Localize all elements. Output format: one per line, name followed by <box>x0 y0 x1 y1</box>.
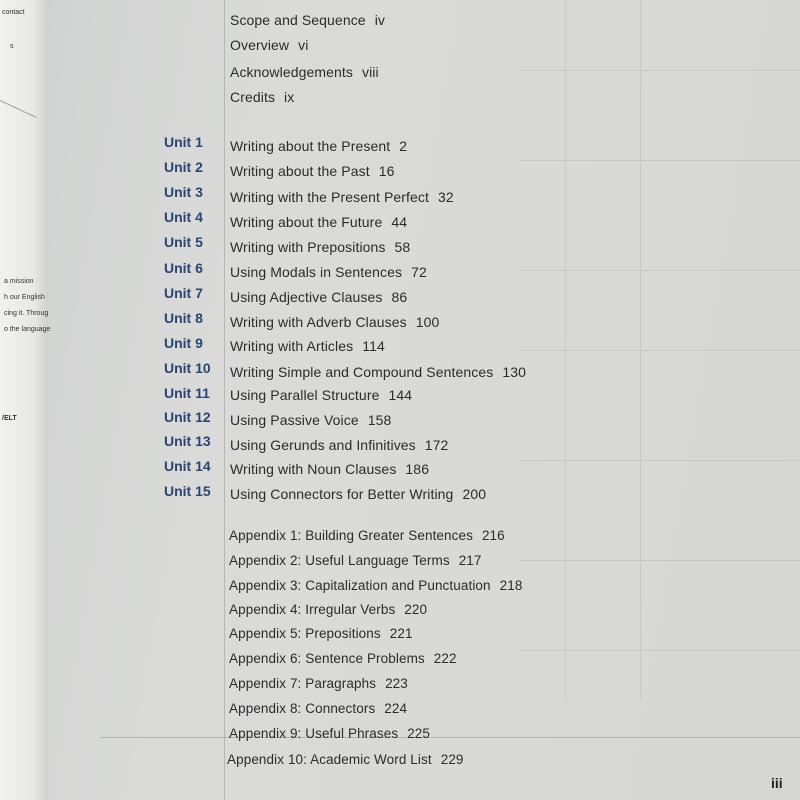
entry-title: Writing with Articles <box>230 338 354 354</box>
entry-page: 172 <box>424 437 449 453</box>
entry-title: Writing with the Present Perfect <box>230 189 430 205</box>
entry-title: Using Parallel Structure <box>230 387 380 403</box>
entry-page: 86 <box>391 289 408 305</box>
entry-page: vi <box>298 37 309 53</box>
entry-page: 58 <box>394 239 411 255</box>
entry-page: 220 <box>404 602 428 617</box>
entry-title: Scope and Sequence <box>230 12 366 28</box>
entry-page: 200 <box>462 486 487 502</box>
entry-page: 218 <box>499 578 523 593</box>
entry-title: Writing with Prepositions <box>230 239 386 255</box>
margin-fragment: cing it. Throug <box>4 310 49 317</box>
entry-title: Writing with Adverb Clauses <box>230 314 407 330</box>
entry-page: 100 <box>415 314 440 330</box>
entry-title: Writing about the Present <box>230 138 391 154</box>
entry-page: 72 <box>411 264 427 280</box>
toc-unit-entry[interactable] <box>230 364 526 380</box>
toc-unit-entry[interactable] <box>230 461 429 477</box>
toc-appendix-entry[interactable] <box>229 602 427 617</box>
unit-label: Unit 8 <box>164 310 203 326</box>
margin-fragment: a mission <box>4 278 34 285</box>
entry-page: 32 <box>438 189 454 205</box>
unit-label: Unit 14 <box>164 458 211 474</box>
toc-unit-entry[interactable] <box>230 239 410 255</box>
toc-front-entry[interactable] <box>230 89 294 105</box>
toc-unit-entry[interactable] <box>230 486 486 502</box>
toc-unit-entry[interactable] <box>230 214 407 230</box>
entry-page: 186 <box>405 461 430 477</box>
page-number: iii <box>771 775 783 791</box>
entry-title: Appendix 8: Connectors <box>229 701 376 716</box>
margin-fragment: contact <box>2 9 25 16</box>
unit-label: Unit 13 <box>164 433 211 449</box>
entry-page: 2 <box>399 138 408 154</box>
entry-title: Credits <box>230 89 276 105</box>
entry-page: 223 <box>385 676 408 691</box>
toc-unit-entry[interactable] <box>230 138 407 154</box>
toc-unit-entry[interactable] <box>230 163 394 179</box>
entry-title: Writing about the Future <box>230 214 383 230</box>
unit-label: Unit 9 <box>164 335 203 351</box>
entry-page: viii <box>362 64 379 80</box>
entry-page: ix <box>284 89 295 105</box>
entry-page: 144 <box>388 387 413 403</box>
unit-label: Unit 10 <box>164 360 211 376</box>
entry-title: Writing Simple and Compound Sentences <box>230 364 494 380</box>
previous-page-edge <box>0 0 51 800</box>
entry-title: Writing with Noun Clauses <box>230 461 397 477</box>
unit-label: Unit 11 <box>164 385 210 401</box>
unit-label: Unit 15 <box>164 483 211 499</box>
entry-title: Appendix 9: Useful Phrases <box>229 726 399 741</box>
entry-page: 216 <box>481 528 505 543</box>
entry-title: Using Adjective Clauses <box>230 289 383 305</box>
toc-unit-entry[interactable] <box>230 264 427 280</box>
toc-appendix-entry[interactable] <box>229 676 408 691</box>
margin-fragment: /ELT <box>2 415 17 422</box>
toc-appendix-entry[interactable] <box>229 626 413 641</box>
toc-unit-entry[interactable] <box>230 412 391 428</box>
unit-label: Unit 1 <box>164 134 203 150</box>
unit-label: Unit 3 <box>164 184 203 200</box>
unit-label: Unit 5 <box>164 234 203 250</box>
entry-page: 16 <box>378 163 395 179</box>
margin-fragment: h our English <box>4 294 45 301</box>
entry-page: 221 <box>389 626 413 641</box>
margin-fragment: s <box>10 43 14 50</box>
toc-front-entry[interactable] <box>230 12 385 28</box>
entry-title: Using Modals in Sentences <box>230 264 403 280</box>
toc-front-entry[interactable] <box>230 37 308 53</box>
toc-appendix-entry[interactable] <box>229 726 430 741</box>
entry-title: Appendix 6: Sentence Problems <box>229 651 425 666</box>
toc-appendix-entry[interactable] <box>229 578 522 593</box>
entry-page: 114 <box>362 338 385 354</box>
toc-appendix-entry[interactable] <box>229 701 407 716</box>
bottom-rule <box>100 737 800 738</box>
unit-label: Unit 12 <box>164 409 211 425</box>
unit-label: Unit 7 <box>164 285 203 301</box>
entry-page: iv <box>374 12 386 28</box>
entry-page: 217 <box>458 553 482 568</box>
unit-label: Unit 4 <box>164 209 203 225</box>
show-through-background <box>520 0 800 800</box>
toc-unit-entry[interactable] <box>230 437 448 453</box>
toc-appendix-entry[interactable] <box>227 752 464 767</box>
entry-title: Appendix 1: Building Greater Sentences <box>229 528 473 543</box>
entry-title: Appendix 10: Academic Word List <box>227 752 432 767</box>
toc-unit-entry[interactable] <box>230 314 439 330</box>
entry-page: 224 <box>384 701 408 716</box>
entry-page: 229 <box>440 752 464 767</box>
entry-page: 44 <box>391 214 408 230</box>
unit-label: Unit 6 <box>164 260 203 276</box>
entry-page: 222 <box>433 651 457 666</box>
entry-title: Appendix 2: Useful Language Terms <box>229 553 450 568</box>
entry-title: Acknowledgements <box>230 64 353 80</box>
toc-unit-entry[interactable] <box>230 189 454 205</box>
entry-page: 130 <box>502 364 527 380</box>
entry-page: 225 <box>407 726 431 741</box>
entry-title: Using Passive Voice <box>230 412 359 428</box>
entry-title: Appendix 7: Paragraphs <box>229 676 377 691</box>
unit-label: Unit 2 <box>164 159 203 175</box>
toc-unit-entry[interactable] <box>230 338 385 354</box>
entry-title: Appendix 3: Capitalization and Punctuation <box>229 578 491 593</box>
entry-title: Writing about the Past <box>230 163 370 179</box>
toc-unit-entry[interactable] <box>230 387 412 403</box>
entry-title: Appendix 5: Prepositions <box>229 626 381 641</box>
toc-front-entry[interactable] <box>230 64 379 80</box>
toc-appendix-entry[interactable] <box>229 651 457 666</box>
column-rule <box>224 0 225 800</box>
toc-appendix-entry[interactable] <box>229 528 505 543</box>
toc-unit-entry[interactable] <box>230 289 407 305</box>
entry-page: 158 <box>367 412 392 428</box>
margin-rule <box>0 100 36 118</box>
entry-title: Using Connectors for Better Writing <box>230 486 454 502</box>
entry-title: Using Gerunds and Infinitives <box>230 437 416 453</box>
entry-title: Overview <box>230 37 290 53</box>
entry-title: Appendix 4: Irregular Verbs <box>229 602 396 617</box>
toc-appendix-entry[interactable] <box>229 553 482 568</box>
margin-fragment: o the language <box>4 326 51 333</box>
